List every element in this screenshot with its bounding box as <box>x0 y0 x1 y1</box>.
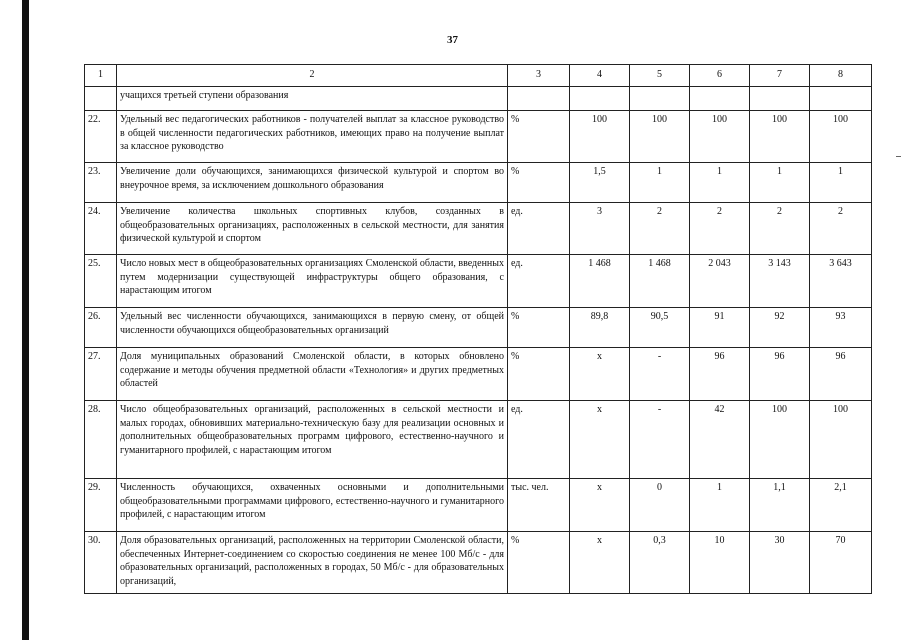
indicator-value <box>750 87 810 111</box>
indicator-value: - <box>630 401 690 479</box>
indicator-value <box>690 87 750 111</box>
indicator-value: 1 <box>630 163 690 203</box>
indicator-value: 1 <box>810 163 872 203</box>
indicator-value: 91 <box>690 308 750 348</box>
column-number: 5 <box>630 65 690 87</box>
indicator-value: 100 <box>570 111 630 163</box>
table-row <box>85 255 872 308</box>
indicator-value: 2 <box>750 203 810 255</box>
indicator-value: 3 <box>570 203 630 255</box>
indicator-value: 1 468 <box>630 255 690 308</box>
table-row <box>85 308 872 348</box>
indicator-value: 96 <box>690 348 750 401</box>
indicator-value: 2 <box>690 203 750 255</box>
table-row <box>85 111 872 163</box>
unit-of-measure: % <box>508 111 570 163</box>
row-number: 30. <box>85 532 117 594</box>
indicator-value <box>810 87 872 111</box>
column-number: 3 <box>508 65 570 87</box>
indicator-value: 3 643 <box>810 255 872 308</box>
table-row <box>85 87 872 111</box>
indicator-value: 2 043 <box>690 255 750 308</box>
column-number: 8 <box>810 65 872 87</box>
indicator-value: х <box>570 348 630 401</box>
indicator-value: 89,8 <box>570 308 630 348</box>
row-number <box>85 87 117 111</box>
indicator-value: - <box>630 348 690 401</box>
indicator-value: х <box>570 479 630 532</box>
column-number: 6 <box>690 65 750 87</box>
row-number: 23. <box>85 163 117 203</box>
indicator-value: 100 <box>810 401 872 479</box>
table-row <box>85 163 872 203</box>
table-row <box>85 532 872 594</box>
indicator-name: Увеличение количества школьных спортивных клубов, созданных в общеобразовательных организациях, расположенных в сельской местности, для занятия физической культурой и спортом <box>117 203 508 255</box>
unit-of-measure: ед. <box>508 255 570 308</box>
row-number: 22. <box>85 111 117 163</box>
indicator-value: 100 <box>750 111 810 163</box>
column-number: 2 <box>117 65 508 87</box>
indicator-name: Доля муниципальных образований Смоленской области, в которых обновлено содержание и методы обучения предметной области «Технология» и других предметных областей <box>117 348 508 401</box>
indicator-value: 1 <box>750 163 810 203</box>
unit-of-measure <box>508 87 570 111</box>
indicator-value: 1 <box>690 479 750 532</box>
column-number: 4 <box>570 65 630 87</box>
indicators-table <box>84 64 872 594</box>
row-number: 29. <box>85 479 117 532</box>
table-body <box>85 65 872 594</box>
row-number: 27. <box>85 348 117 401</box>
indicator-value: 100 <box>810 111 872 163</box>
page-number: 37 <box>447 34 458 46</box>
column-number-row <box>85 65 872 87</box>
indicator-value <box>570 87 630 111</box>
row-number: 26. <box>85 308 117 348</box>
unit-of-measure: % <box>508 348 570 401</box>
indicator-value: 30 <box>750 532 810 594</box>
indicator-value: х <box>570 532 630 594</box>
indicator-name: Удельный вес педагогических работников - получателей выплат за классное руководство в общей численности педагогических работников, имеющих право на получение выплат за классное руководство <box>117 111 508 163</box>
indicator-value: 2 <box>810 203 872 255</box>
unit-of-measure: % <box>508 308 570 348</box>
row-number: 24. <box>85 203 117 255</box>
indicator-name: Численность обучающихся, охваченных основными и дополнительными общеобразовательными программами цифрового, естественно-научного и гуманитарного профилей, с нарастающим итогом <box>117 479 508 532</box>
indicator-value: 100 <box>750 401 810 479</box>
indicator-value: 100 <box>690 111 750 163</box>
unit-of-measure: % <box>508 163 570 203</box>
indicator-value: 2 <box>630 203 690 255</box>
unit-of-measure: ед. <box>508 203 570 255</box>
indicator-name: Число новых мест в общеобразовательных организациях Смоленской области, введенных путем модернизации существующей инфраструктуры общего образования, с нарастающим итогом <box>117 255 508 308</box>
indicator-value: 1,1 <box>750 479 810 532</box>
unit-of-measure: тыс. чел. <box>508 479 570 532</box>
table-row <box>85 348 872 401</box>
indicator-value: 100 <box>630 111 690 163</box>
table-row <box>85 203 872 255</box>
column-number: 7 <box>750 65 810 87</box>
indicator-name: Число общеобразовательных организаций, расположенных в сельской местности и малых городах, обновивших материально-техническую базу для реализации основных и дополнительных общеобразовательных программ цифрового, естественно-научного и гуманитарного профилей, с нарастающим итогом <box>117 401 508 479</box>
indicator-name: учащихся третьей ступени образования <box>117 87 508 111</box>
indicator-value <box>630 87 690 111</box>
table-row <box>85 479 872 532</box>
indicator-value: 92 <box>750 308 810 348</box>
indicator-name: Доля образовательных организаций, расположенных на территории Смоленской области, обеспеченных Интернет-соединением со скоростью соединения не менее 100 Мб/с - для образовательных организаций, расположенных в городах, 50 Мб/с - для образовательных организаций, <box>117 532 508 594</box>
indicator-value: 0,3 <box>630 532 690 594</box>
indicator-value: 93 <box>810 308 872 348</box>
indicator-value: 70 <box>810 532 872 594</box>
indicator-value: 1 468 <box>570 255 630 308</box>
indicator-value: 1 <box>690 163 750 203</box>
indicator-name: Увеличение доли обучающихся, занимающихся физической культурой и спортом во внеурочное время, за исключением дошкольного образования <box>117 163 508 203</box>
indicator-value: 42 <box>690 401 750 479</box>
indicator-value: 96 <box>810 348 872 401</box>
indicator-value: 0 <box>630 479 690 532</box>
indicator-value: 10 <box>690 532 750 594</box>
indicator-value: 96 <box>750 348 810 401</box>
indicator-name: Удельный вес численности обучающихся, занимающихся в первую смену, от общей численности обучающихся общеобразовательных организаций <box>117 308 508 348</box>
indicator-value: 2,1 <box>810 479 872 532</box>
indicator-value: 90,5 <box>630 308 690 348</box>
column-number: 1 <box>85 65 117 87</box>
indicator-value: х <box>570 401 630 479</box>
unit-of-measure: ед. <box>508 401 570 479</box>
row-number: 25. <box>85 255 117 308</box>
indicator-value: 3 143 <box>750 255 810 308</box>
scan-edge-bar <box>22 0 29 640</box>
table-row <box>85 401 872 479</box>
row-number: 28. <box>85 401 117 479</box>
scan-mark <box>896 156 901 157</box>
unit-of-measure: % <box>508 532 570 594</box>
indicator-value: 1,5 <box>570 163 630 203</box>
